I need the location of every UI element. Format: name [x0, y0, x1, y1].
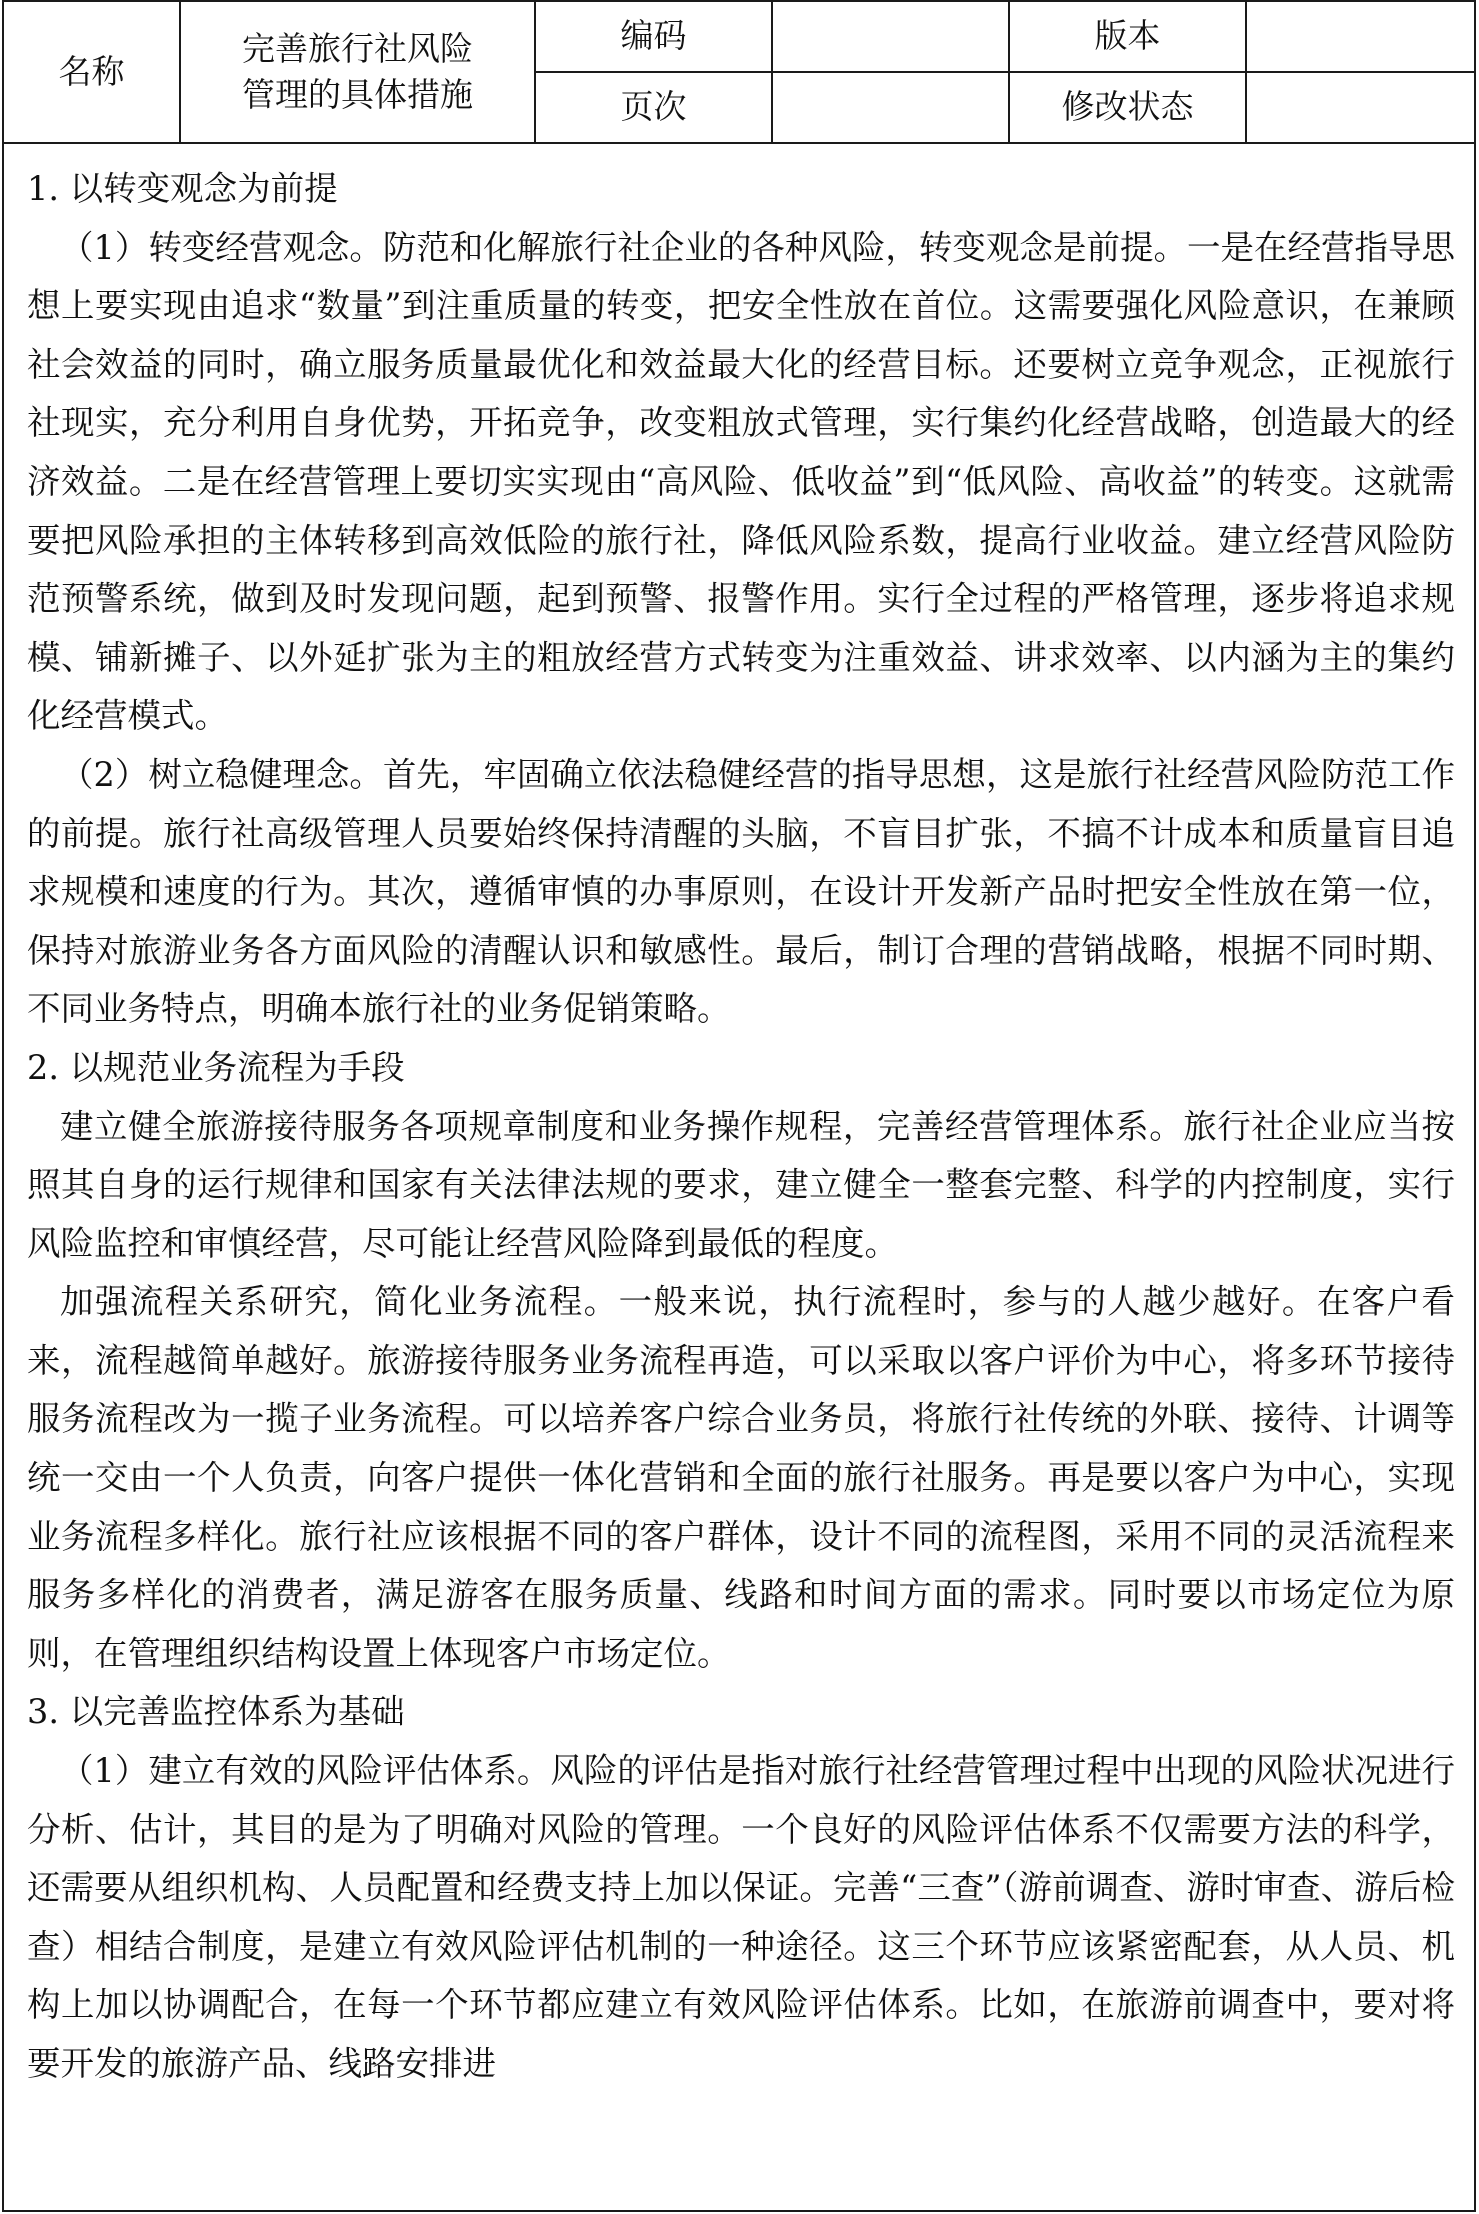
document-title-cell [180, 2, 535, 143]
code-value [772, 2, 1009, 72]
code-label: 编码 [535, 2, 772, 72]
document-title-line-1: 完善旅行社风险 [242, 29, 473, 68]
version-value [1246, 2, 1474, 72]
body-clip [4, 160, 1478, 2210]
document-title-line-2: 管理的具体措施 [242, 75, 473, 114]
paragraph-1: （1）转变经营观念。防范和化解旅行社企业的各种风险，转变观念是前提。一是在经营指导思想上要实现由追求“数量”到注重质量的转变，把安全性放在首位。这需要强化风险意识，在兼顾社会效益的同时，确立服务质量最优化和效益最大化的经营目标。还要树立竞争观念，正视旅行社现实，充分利用自身优势，开拓竞争，改变粗放式管理，实行集约化经营战略，创造最大的经济效益。二是在经营管理上要切实实现由“高风险、低收益”到“低风险、高收益”的转变。这就需要把风险承担的主体转移到高效低险的旅行社，降低风险系数，提高行业收益。建立经营风险防范预警系统，做到及时发现问题，起到预警、报警作用。实行全过程的严格管理，逐步将追求规模、铺新摊子、以外延扩张为主的粗放经营方式转变为注重效益、讲求效率、以内涵为主的集约化经营模式。 [27, 227, 1455, 736]
section-heading-1: 1. 以转变观念为前提 [27, 169, 338, 208]
paragraph-2: （2）树立稳健理念。首先，牢固确立依法稳健经营的指导思想，这是旅行社经营风险防范工作的前提。旅行社高级管理人员要始终保持清醒的头脑，不盲目扩张，不搞不计成本和质量盲目追求规模和速度的行为。其次，遵循审慎的办事原则，在设计开发新产品时把安全性放在第一位，保持对旅游业务各方面风险的清醒认识和敏感性。最后，制订合理的营销战略，根据不同时期、不同业务特点，明确本旅行社的业务促销策略。 [27, 754, 1455, 1029]
paragraph-5: （1）建立有效的风险评估体系。风险的评估是指对旅行社经营管理过程中出现的风险状况进行分析、估计，其目的是为了明确对风险的管理。一个良好的风险评估体系不仅需要方法的科学，还需要从组织机构、人员配置和经费支持上加以保证。完善“三查”（游前调查、游时审查、游后检查）相结合制度，是建立有效风险评估机制的一种途径。这三个环节应该紧密配套，从人员、机构上加以协调配合，在每一个环节都应建立有效风险评估体系。比如，在旅游前调查中，要对将要开发的旅游产品、线路安排进 [27, 1751, 1455, 2083]
paragraph-3: 建立健全旅游接待服务各项规章制度和业务操作规程，完善经营管理体系。旅行社企业应当按照其自身的运行规律和国家有关法律法规的要求，建立健全一整套完整、科学的内控制度，实行风险监控和审慎经营，尽可能让经营风险降到最低的程度。 [27, 1106, 1455, 1263]
page-frame [2, 0, 1476, 2212]
section-heading-2: 2. 以规范业务流程为手段 [27, 1047, 405, 1087]
section-heading-3: 3. 以完善监控体系为基础 [27, 1692, 405, 1732]
page-value [772, 72, 1009, 143]
name-label: 名称 [4, 2, 180, 143]
revision-label: 修改状态 [1009, 72, 1246, 143]
document-body [27, 160, 1455, 2094]
revision-value [1246, 72, 1474, 143]
version-label: 版本 [1009, 2, 1246, 72]
page-label: 页次 [535, 72, 772, 143]
document-header-table [4, 2, 1474, 144]
paragraph-4: 加强流程关系研究，简化业务流程。一般来说，执行流程时，参与的人越少越好。在客户看来，流程越简单越好。旅游接待服务业务流程再造，可以采取以客户评价为中心，将多环节接待服务流程改为一揽子业务流程。可以培养客户综合业务员，将旅行社传统的外联、接待、计调等统一交由一个人负责，向客户提供一体化营销和全面的旅行社服务。再是要以客户为中心，实现业务流程多样化。旅行社应该根据不同的客户群体，设计不同的流程图，采用不同的灵活流程来服务多样化的消费者，满足游客在服务质量、线路和时间方面的需求。同时要以市场定位为原则，在管理组织结构设置上体现客户市场定位。 [27, 1282, 1455, 1673]
